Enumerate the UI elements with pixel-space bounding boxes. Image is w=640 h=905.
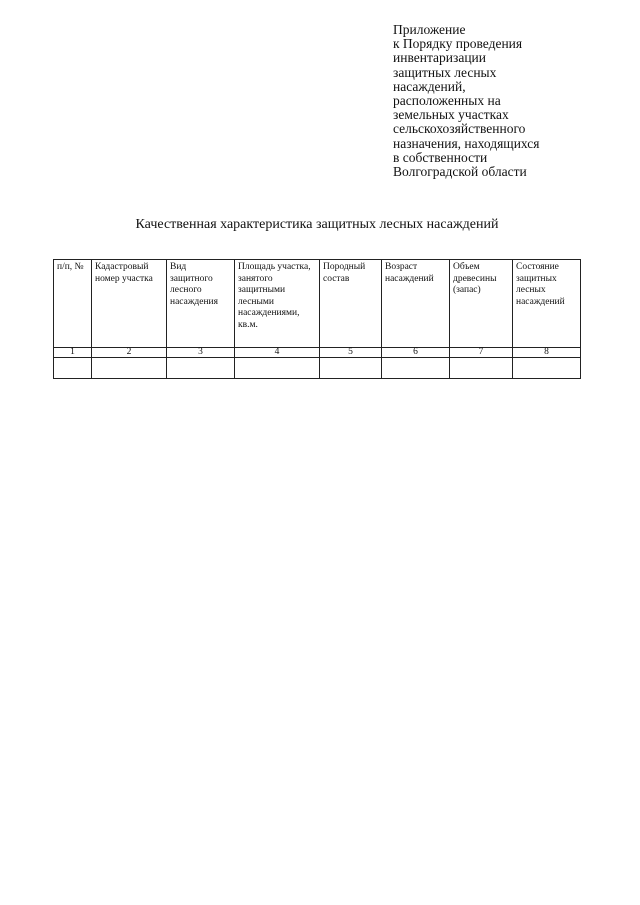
header-cell-wood-volume: Объем древесины (запас) xyxy=(450,260,513,348)
table-cell xyxy=(513,358,581,379)
appendix-line: расположенных на xyxy=(393,93,501,109)
table-cell xyxy=(382,358,450,379)
table-cell xyxy=(54,358,92,379)
column-number-cell: 7 xyxy=(450,348,513,358)
header-cell-index: п/п, № xyxy=(54,260,92,348)
appendix-line: Волгоградской области xyxy=(393,164,527,180)
appendix-line: назначения, находящихся xyxy=(393,135,540,151)
characteristics-table xyxy=(53,259,581,379)
document-title: Качественная характеристика защитных лесных насаждений xyxy=(135,217,499,232)
column-number-cell: 4 xyxy=(235,348,320,358)
header-cell-species-composition: Породный состав xyxy=(320,260,382,348)
table-cell xyxy=(92,358,167,379)
table-header-row xyxy=(54,260,581,348)
table-row xyxy=(54,358,581,379)
column-number-cell: 1 xyxy=(54,348,92,358)
appendix-line: инвентаризации xyxy=(393,50,486,66)
column-number-row xyxy=(54,348,581,358)
appendix-block xyxy=(393,23,593,179)
appendix-line: земельных участках xyxy=(393,107,509,123)
header-cell-cadastral-number: Кадастровый номер участка xyxy=(92,260,167,348)
appendix-line: к Порядку проведения xyxy=(393,36,523,52)
header-cell-condition: Состояние защитных лесных насаждений xyxy=(513,260,581,348)
appendix-line: сельскохозяйственного xyxy=(393,121,526,137)
appendix-line: Приложение xyxy=(393,22,466,37)
appendix-line: защитных лесных xyxy=(393,64,497,80)
column-number-cell: 6 xyxy=(382,348,450,358)
appendix-line: в собственности xyxy=(393,149,488,165)
column-number-cell: 3 xyxy=(167,348,235,358)
column-number-cell: 5 xyxy=(320,348,382,358)
table-cell xyxy=(320,358,382,379)
table-cell xyxy=(450,358,513,379)
table-cell xyxy=(167,358,235,379)
column-number-cell: 8 xyxy=(513,348,581,358)
table-cell xyxy=(235,358,320,379)
appendix-line: насаждений, xyxy=(393,78,466,94)
column-number-cell: 2 xyxy=(92,348,167,358)
header-cell-age: Возраст насаждений xyxy=(382,260,450,348)
header-cell-plantation-type: Вид защитного лесного насаждения xyxy=(167,260,235,348)
header-cell-area: Площадь участка, занятого защитными лесными насаждениями, кв.м. xyxy=(235,260,320,348)
